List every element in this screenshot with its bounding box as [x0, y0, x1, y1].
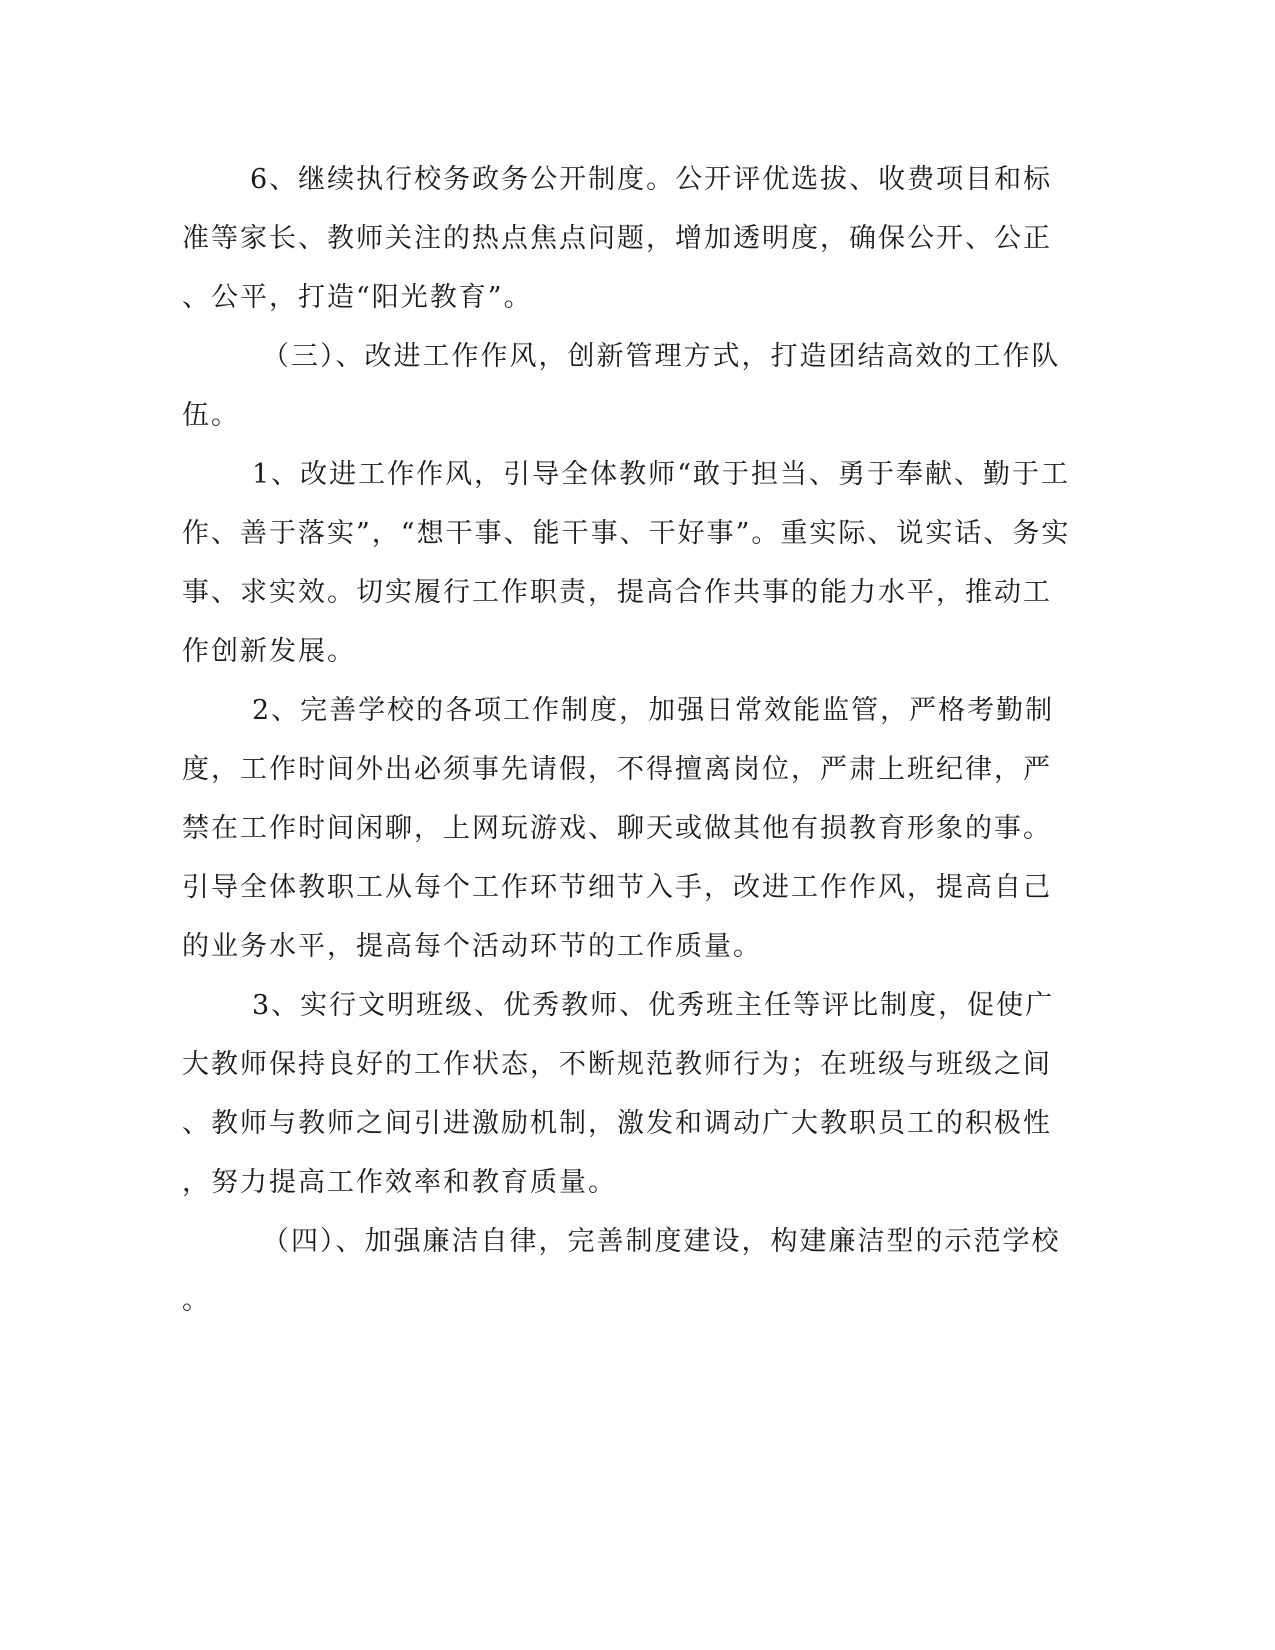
paragraph-line: 1、改进工作作风，引导全体教师“敢于担当、勇于奉献、勤于工: [252, 459, 1070, 490]
paragraph-line: 、公平，打造“阳光教育”。: [182, 282, 533, 313]
paragraph-line: 的业务水平，提高每个活动环节的工作质量。: [182, 931, 762, 962]
paragraph-line: 事、求实效。切实履行工作职责，提高合作共事的能力水平，推动工: [182, 577, 1052, 608]
body-text: [182, 150, 1071, 1330]
paragraph-line: 作创新发展。: [182, 636, 356, 667]
paragraph-line: 准等家长、教师关注的热点焦点问题，增加透明度，确保公开、公正: [182, 223, 1052, 254]
paragraph-line: 引导全体教职工从每个工作环节细节入手，改进工作作风，提高自己: [182, 872, 1052, 903]
paragraph-line: 2、完善学校的各项工作制度，加强日常效能监管，严格考勤制: [252, 695, 1055, 726]
paragraph-line: 禁在工作时间闲聊，上网玩游戏、聊天或做其他有损教育形象的事。: [182, 813, 1052, 844]
paragraph-line: 大教师保持良好的工作状态，不断规范教师行为；在班级与班级之间: [182, 1049, 1052, 1080]
section-heading: 伍。: [182, 400, 240, 431]
paragraph-line: 度，工作时间外出必须事先请假，不得擅离岗位，严肃上班纪律，严: [182, 754, 1052, 785]
paragraph-line: 作、善于落实”，“想干事、能干事、干好事”。重实际、说实话、务实: [182, 518, 1071, 549]
paragraph-line: ，努力提高工作效率和教育质量。: [182, 1167, 617, 1198]
section-heading: 。: [182, 1285, 211, 1316]
section-heading: （三）、改进工作作风，创新管理方式，打造团结高效的工作队: [262, 341, 1061, 372]
paragraph-line: 、教师与教师之间引进激励机制，激发和调动广大教职员工的积极性: [182, 1108, 1052, 1139]
section-heading: （四）、加强廉洁自律，完善制度建设，构建廉洁型的示范学校: [262, 1226, 1061, 1257]
paragraph-line: 6、继续执行校务政务公开制度。公开评优选拔、收费项目和标: [250, 164, 1053, 195]
paragraph-line: 3、实行文明班级、优秀教师、优秀班主任等评比制度，促使广: [252, 990, 1055, 1021]
